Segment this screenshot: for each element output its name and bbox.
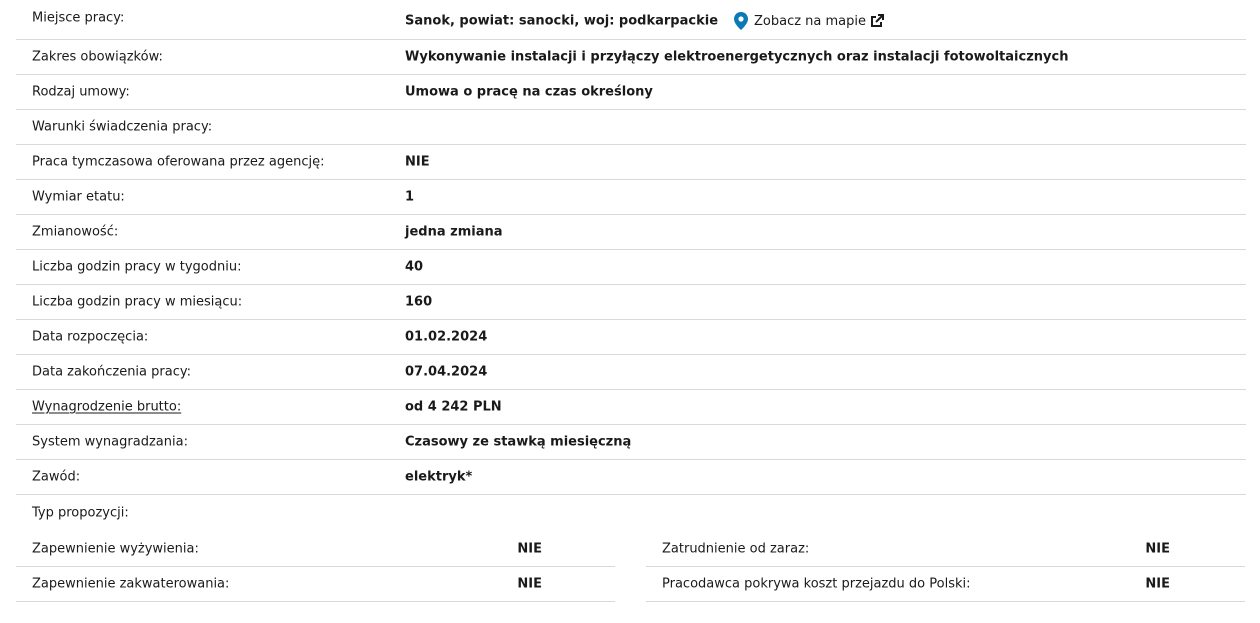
- row-pay-system: [16, 425, 1246, 460]
- row-value: NIE: [1145, 576, 1170, 592]
- row-monthly-hours: [16, 285, 1246, 320]
- view-on-map-link[interactable]: [734, 12, 884, 30]
- row-value: NIE: [405, 154, 430, 170]
- row-weekly-hours: [16, 250, 1246, 285]
- row-value: NIE: [517, 541, 542, 557]
- row-value: elektryk*: [405, 469, 473, 485]
- row-label: Typ propozycji:: [32, 505, 129, 520]
- row-occupation: [16, 460, 1246, 495]
- row-label: Zawód:: [32, 469, 81, 485]
- row-label: Liczba godzin pracy w tygodniu:: [32, 259, 242, 275]
- map-pin-icon: [734, 12, 748, 30]
- row-label: Wymiar etatu:: [32, 189, 125, 205]
- row-end-date: [16, 355, 1246, 390]
- row-value: 160: [405, 294, 433, 310]
- row-value: od 4 242 PLN: [405, 399, 502, 415]
- row-gross-salary: [16, 390, 1246, 425]
- row-temporary-agency: [16, 145, 1246, 180]
- row-accommodation-provided: [16, 567, 615, 602]
- view-on-map-label: Zobacz na mapie: [754, 13, 867, 29]
- row-meals-provided: [16, 532, 615, 567]
- proposal-left-column: [16, 532, 615, 602]
- row-value: NIE: [517, 576, 542, 592]
- row-value: Wykonywanie instalacji i przyłączy elektroenergetycznych oraz instalacji fotowoltaicznych: [405, 49, 1069, 65]
- row-shifts: [16, 215, 1246, 250]
- row-value: NIE: [1145, 541, 1170, 557]
- row-label: Zapewnienie zakwaterowania:: [32, 576, 230, 592]
- row-label: Rodzaj umowy:: [32, 84, 130, 100]
- row-label: Zapewnienie wyżywienia:: [32, 541, 199, 557]
- gross-salary-help-link[interactable]: Wynagrodzenie brutto:: [32, 399, 182, 415]
- row-fte: [16, 180, 1246, 215]
- proposal-type-details: [16, 532, 1246, 602]
- row-immediate-employment: [646, 532, 1245, 567]
- proposal-right-column: [646, 532, 1245, 602]
- row-start-date: [16, 320, 1246, 355]
- row-label: Zakres obowiązków:: [32, 49, 163, 65]
- row-value: Umowa o pracę na czas określony: [405, 84, 653, 100]
- job-details-table: [16, 0, 1246, 530]
- row-label: Zatrudnienie od zaraz:: [662, 541, 810, 557]
- row-label: Zmianowość:: [32, 224, 119, 240]
- row-label: Miejsce pracy:: [32, 10, 125, 26]
- row-label: Pracodawca pokrywa koszt przejazdu do Polski:: [662, 576, 971, 592]
- row-label: Liczba godzin pracy w miesiącu:: [32, 294, 243, 310]
- row-travel-cost-covered: [646, 567, 1245, 602]
- row-proposal-type: [16, 495, 1246, 530]
- row-value: jedna zmiana: [405, 224, 503, 240]
- row-value: Czasowy ze stawką miesięczną: [405, 434, 632, 450]
- row-work-conditions: [16, 110, 1246, 145]
- row-value: Sanok, powiat: sanocki, woj: podkarpackie: [405, 13, 719, 29]
- row-label: System wynagradzania:: [32, 434, 188, 450]
- row-value: 40: [405, 259, 424, 275]
- row-workplace: [16, 0, 1246, 40]
- row-label: Data rozpoczęcia:: [32, 329, 149, 345]
- row-value: 07.04.2024: [405, 364, 488, 380]
- external-link-icon: [870, 14, 884, 28]
- row-label: Data zakończenia pracy:: [32, 364, 191, 380]
- row-label: Warunki świadczenia pracy:: [32, 119, 213, 135]
- row-label: Praca tymczasowa oferowana przez agencję:: [32, 154, 325, 170]
- row-contract-type: [16, 75, 1246, 110]
- row-value: 1: [405, 189, 415, 205]
- row-value: 01.02.2024: [405, 329, 488, 345]
- row-duties: [16, 40, 1246, 75]
